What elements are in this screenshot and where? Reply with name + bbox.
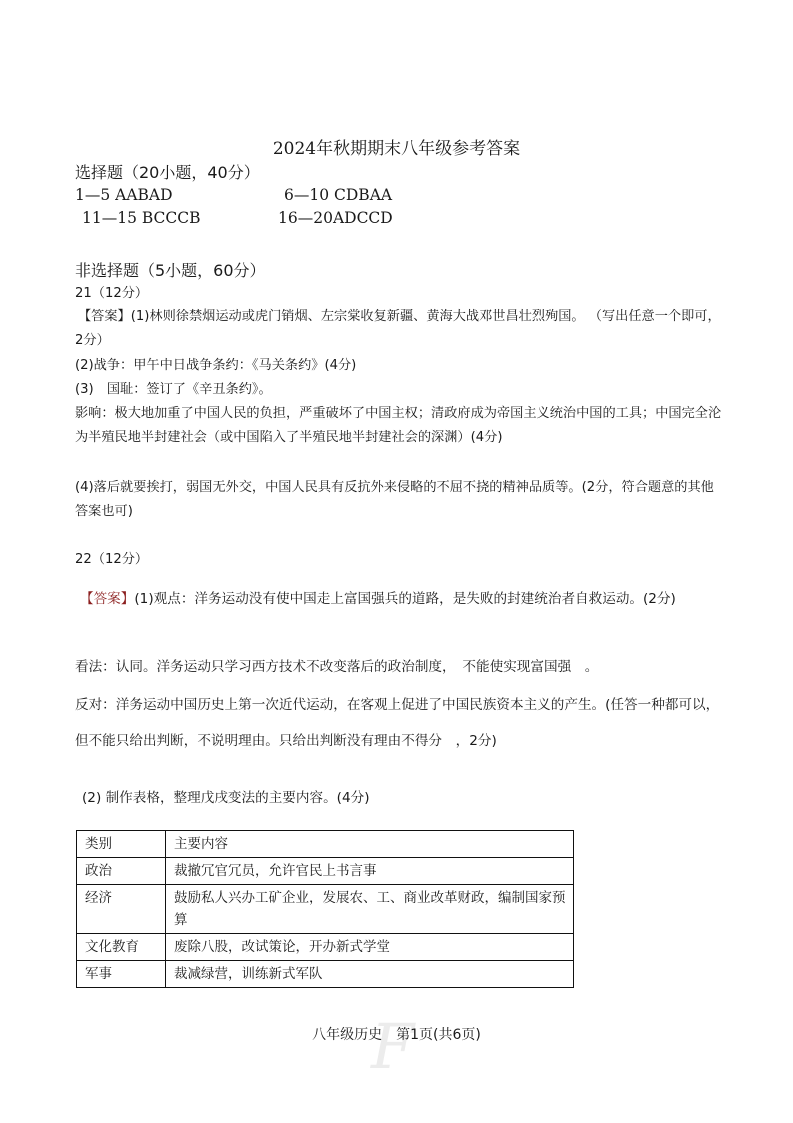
watermark-letter: F xyxy=(371,1010,415,1083)
table-row xyxy=(77,885,574,934)
table-cell: 废除八股，改试策论，开办新式学堂 xyxy=(166,934,574,961)
choice-answers-11-15: 11—15 BCCCB xyxy=(82,209,201,227)
choice-answers-16-20: 16—20ADCCD xyxy=(278,209,393,227)
table-cell: 裁撤冗官冗员，允许官民上书言事 xyxy=(166,858,574,885)
page-footer: 八年级历史 第1页(共6页) xyxy=(312,1027,481,1043)
choice-heading: 选择题（20小题，40分） xyxy=(75,163,260,182)
q22-oppose: 反对：洋务运动中国历史上第一次近代运动，在客观上促进了中国民族资本主义的产生。(任答一种都可以，但不能只给出判断，不说明理由。只给出判断没有理由不得分 ，2分) xyxy=(75,697,720,749)
q22-view: 看法：认同。洋务运动只学习西方技术不改变落后的政治制度， 不能使实现富国强 。 xyxy=(75,659,599,675)
table-row xyxy=(77,858,574,885)
answer-tag: 【答案】 xyxy=(80,591,135,607)
q22-header: 22（12分） xyxy=(75,552,149,567)
q21-part2: (2)战争：甲午中日战争条约：《马关条约》(4分) xyxy=(75,358,357,373)
table-cell: 鼓励私人兴办工矿企业，发展农、工、商业改革财政，编制国家预算 xyxy=(166,885,574,934)
table-cell: 政治 xyxy=(77,858,166,885)
q22-part1: 【答案】(1)观点：洋务运动没有使中国走上富国强兵的道路，是失败的封建统治者自救运动。(2分) xyxy=(80,591,676,607)
table-cell: 裁减绿营，训练新式军队 xyxy=(166,961,574,988)
choice-answers-6-10: 6—10 CDBAA xyxy=(284,186,393,204)
table-row xyxy=(77,961,574,988)
page-title: 2024年秋期期末八年级参考答案 xyxy=(272,139,521,159)
table-header-row xyxy=(77,831,574,858)
q22-part2: (2) 制作表格，整理戊戌变法的主要内容。(4分) xyxy=(82,790,370,806)
nonchoice-heading: 非选择题（5小题，60分） xyxy=(75,261,266,280)
table-cell: 文化教育 xyxy=(77,934,166,961)
table-cell: 军事 xyxy=(77,961,166,988)
q21-header: 21（12分） xyxy=(75,286,149,301)
table-header-cell: 类别 xyxy=(77,831,166,858)
q21-part3: (3) 国耻：签订了《辛丑条约》。 xyxy=(75,382,272,397)
table-cell: 经济 xyxy=(77,885,166,934)
reform-content-table xyxy=(76,830,574,988)
choice-answers-1-5: 1—5 AABAD xyxy=(75,186,173,204)
q21-part1: 【答案】(1)林则徐禁烟运动或虎门销烟、左宗棠收复新疆、黄海大战邓世昌壮烈殉国。 （写出任意一个即可，2分） xyxy=(75,309,721,348)
table-header-cell: 主要内容 xyxy=(166,831,574,858)
table-row xyxy=(77,934,574,961)
answer-tag: 【答案】 xyxy=(78,309,131,324)
q21-part4: (4)落后就要挨打，弱国无外交，中国人民具有反抗外来侵略的不屈不挠的精神品质等。(2分，符合题意的其他答案也可) xyxy=(75,480,714,519)
q21-impact: 影响：极大地加重了中国人民的负担，严重破坏了中国主权；清政府成为帝国主义统治中国的工具；中国完全沦为半殖民地半封建社会（或中国陷入了半殖民地半封建社会的深渊）(4分) xyxy=(75,406,722,445)
